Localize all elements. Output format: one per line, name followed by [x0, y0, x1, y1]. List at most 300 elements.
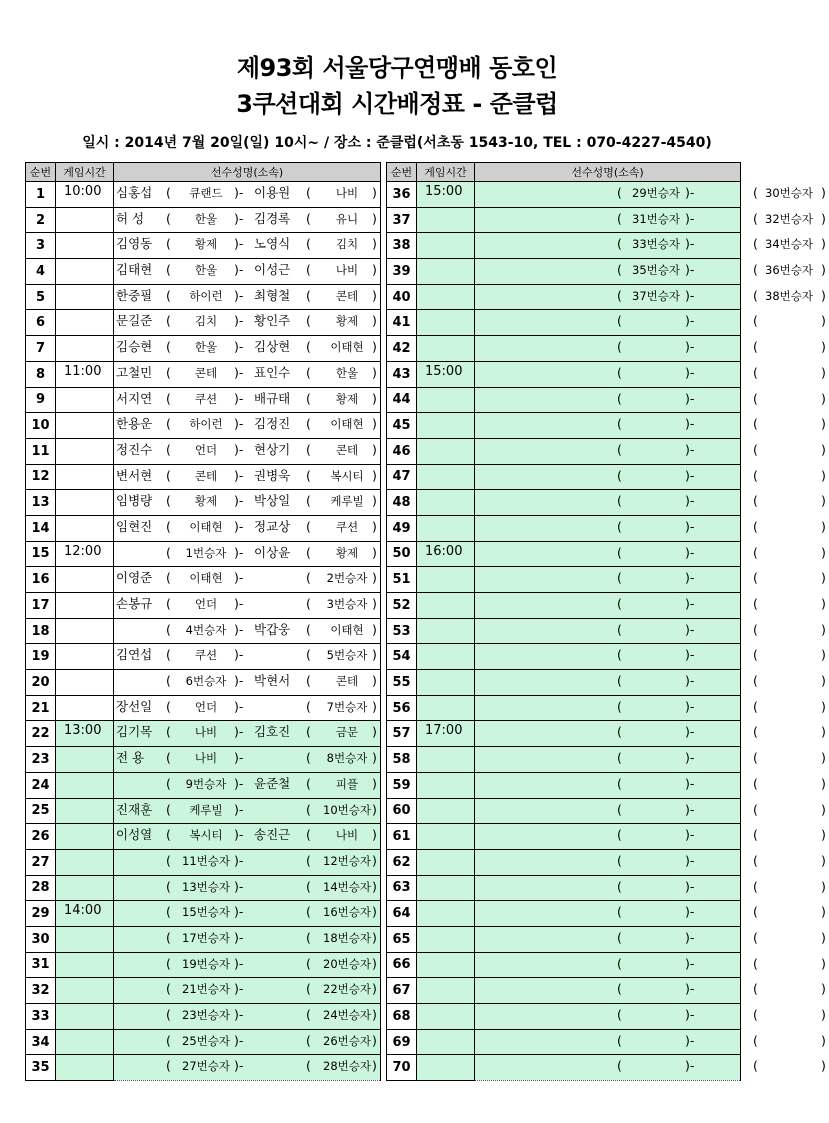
- paren-open: (: [617, 1032, 622, 1048]
- table-row: [26, 182, 381, 208]
- paren-open: (: [753, 416, 758, 432]
- player2-name: 최형철: [254, 287, 291, 303]
- player1-name: [116, 542, 168, 567]
- header-time: 게임시간: [56, 163, 114, 182]
- separator: )-: [685, 801, 695, 817]
- match-players: [114, 233, 381, 259]
- player1-name: 김영동: [116, 236, 153, 252]
- player1-name: [116, 876, 168, 901]
- player1-club: 하이런: [189, 288, 223, 303]
- player2-club: 황제: [335, 314, 359, 329]
- table-row: [387, 413, 741, 439]
- player2-name: 정교상: [254, 518, 291, 534]
- player1-name: 진재훈: [116, 801, 153, 817]
- paren-open: (: [306, 955, 311, 971]
- player1-club: [625, 901, 687, 926]
- game-time: [56, 259, 114, 285]
- player1-club: [625, 388, 687, 413]
- player2-club: 8번승자: [326, 751, 368, 766]
- player1-name: 임현진: [116, 518, 153, 534]
- separator: )-: [685, 929, 695, 945]
- row-number: 11: [26, 438, 56, 464]
- separator: )-: [234, 313, 244, 329]
- table-row: [26, 310, 381, 336]
- paren-open: (: [306, 390, 311, 406]
- table-row: [26, 541, 381, 567]
- player2-club: [759, 336, 819, 361]
- player1-name: 한용운: [116, 416, 153, 432]
- separator: )-: [685, 775, 695, 791]
- paren-open: (: [617, 827, 622, 843]
- paren-open: (: [617, 1058, 622, 1074]
- row-number: 44: [387, 387, 417, 413]
- separator: )-: [234, 544, 244, 560]
- player2-name: 박상일: [254, 493, 291, 509]
- paren-close: ): [372, 750, 377, 766]
- paren-open: (: [753, 544, 758, 560]
- match-players: [114, 284, 381, 310]
- paren-open: (: [306, 339, 311, 355]
- row-number: 28: [26, 875, 56, 901]
- paren-open: (: [617, 262, 622, 278]
- player1-club: 한울: [194, 211, 218, 226]
- table-row: [26, 721, 381, 747]
- paren-open: (: [166, 852, 171, 868]
- table-row: [387, 952, 741, 978]
- separator: )-: [234, 493, 244, 509]
- player2-club: [759, 927, 819, 952]
- player2-name: 권병욱: [254, 467, 291, 483]
- match-players: [475, 233, 826, 259]
- row-number: 67: [387, 978, 417, 1004]
- paren-open: (: [306, 1032, 311, 1048]
- game-time: [56, 952, 114, 978]
- player2-club: [759, 310, 819, 335]
- paren-open: (: [166, 1032, 171, 1048]
- separator: )-: [234, 981, 244, 997]
- player2-name: [254, 644, 306, 669]
- paren-open: (: [166, 750, 171, 766]
- match-players: [114, 310, 381, 336]
- player1-club: [625, 593, 687, 618]
- table-row: [26, 772, 381, 798]
- separator: )-: [234, 647, 244, 663]
- table-row: [26, 567, 381, 593]
- match-players: [475, 824, 826, 850]
- paren-close: ): [821, 698, 826, 714]
- separator: )-: [685, 364, 695, 380]
- player2-club: 3번승자: [326, 597, 368, 611]
- player1-club: [625, 336, 687, 361]
- table-row: [387, 361, 741, 387]
- player1-club: [625, 876, 687, 901]
- game-time: [417, 438, 475, 464]
- paren-close: ): [372, 236, 377, 252]
- match-players: [114, 824, 381, 850]
- table-row: [387, 1004, 741, 1030]
- match-players: [475, 284, 826, 310]
- table-row: [387, 438, 741, 464]
- row-number: 42: [387, 336, 417, 362]
- game-time: [417, 670, 475, 696]
- paren-open: (: [753, 313, 758, 329]
- paren-open: (: [306, 596, 311, 611]
- row-number: 25: [26, 798, 56, 824]
- game-time: [56, 1004, 114, 1030]
- player2-club: [759, 721, 819, 746]
- match-players: [114, 515, 381, 541]
- player1-club: 15번승자: [182, 905, 230, 920]
- separator: )-: [685, 904, 695, 920]
- player2-name: [254, 799, 306, 824]
- paren-close: ): [372, 852, 377, 868]
- player2-club: 34번승자: [765, 237, 813, 252]
- paren-close: ): [372, 210, 377, 226]
- player1-club: [625, 567, 687, 592]
- paren-open: (: [753, 390, 758, 406]
- player1-name: 고철민: [116, 364, 153, 380]
- game-time: [417, 207, 475, 233]
- table-row: [26, 670, 381, 696]
- player2-name: [254, 747, 306, 772]
- match-players: [475, 413, 826, 439]
- paren-close: ): [821, 1058, 826, 1074]
- game-time: [417, 618, 475, 644]
- player1-club: [625, 362, 687, 387]
- row-number: 55: [387, 670, 417, 696]
- paren-close: ): [372, 364, 377, 380]
- player2-club: [759, 747, 819, 772]
- paren-open: (: [306, 236, 311, 252]
- paren-open: (: [166, 262, 171, 278]
- paren-close: ): [821, 287, 826, 303]
- paren-open: (: [166, 724, 171, 740]
- player1-club: [625, 619, 687, 644]
- table-row: [387, 284, 741, 310]
- player2-club: [759, 542, 819, 567]
- paren-open: (: [306, 313, 311, 329]
- match-players: [114, 721, 381, 747]
- paren-open: (: [753, 698, 758, 714]
- game-time: 14:00: [56, 901, 114, 927]
- paren-close: ): [821, 339, 826, 355]
- match-players: [475, 952, 826, 978]
- match-players: [114, 259, 381, 285]
- separator: )-: [685, 441, 695, 457]
- table-row: [387, 978, 741, 1004]
- player2-name: [254, 567, 306, 592]
- row-number: 50: [387, 541, 417, 567]
- paren-close: ): [821, 364, 826, 380]
- header-players: 선수성명(소속): [475, 163, 741, 182]
- paren-close: ): [372, 621, 377, 637]
- row-number: 56: [387, 695, 417, 721]
- paren-close: ): [821, 236, 826, 252]
- game-time: [417, 772, 475, 798]
- match-players: [114, 1055, 381, 1081]
- separator: )-: [685, 1007, 695, 1022]
- paren-open: (: [617, 878, 622, 894]
- paren-open: (: [753, 185, 758, 200]
- table-row: [26, 926, 381, 952]
- game-time: [56, 644, 114, 670]
- separator: )-: [234, 878, 244, 894]
- player2-club: 38번승자: [765, 288, 813, 303]
- row-number: 32: [26, 978, 56, 1004]
- game-time: [417, 978, 475, 1004]
- player1-name: 변서현: [116, 467, 153, 483]
- match-players: [475, 1004, 826, 1030]
- table-row: [387, 207, 741, 233]
- paren-open: (: [753, 262, 758, 278]
- player1-club: [625, 953, 687, 978]
- paren-open: (: [166, 544, 171, 560]
- player1-club: [625, 670, 687, 695]
- paren-open: (: [617, 544, 622, 560]
- paren-open: (: [617, 185, 622, 200]
- paren-close: ): [821, 596, 826, 611]
- paren-open: (: [617, 621, 622, 637]
- table-row: [387, 1029, 741, 1055]
- match-players: [475, 1055, 826, 1081]
- separator: )-: [234, 827, 244, 843]
- table-row: [26, 1055, 381, 1081]
- player1-club: [625, 644, 687, 669]
- paren-open: (: [166, 929, 171, 945]
- player2-club: [759, 850, 819, 875]
- paren-close: ): [821, 621, 826, 637]
- paren-open: (: [617, 236, 622, 252]
- separator: )-: [234, 467, 244, 483]
- paren-close: ): [372, 544, 377, 560]
- player2-club: 7번승자: [326, 699, 368, 714]
- match-players: [114, 1004, 381, 1030]
- paren-close: ): [821, 1007, 826, 1022]
- table-row: [26, 952, 381, 978]
- separator: )-: [234, 750, 244, 766]
- paren-close: ): [372, 724, 377, 740]
- paren-close: ): [372, 493, 377, 509]
- player2-club: [759, 644, 819, 669]
- separator: )-: [234, 262, 244, 278]
- player1-name: 김연섭: [116, 647, 153, 663]
- separator: )-: [234, 1058, 244, 1074]
- row-number: 70: [387, 1055, 417, 1081]
- separator: )-: [685, 955, 695, 971]
- player2-name: [254, 927, 306, 952]
- player2-club: 20번승자: [323, 956, 371, 971]
- table-row: [26, 618, 381, 644]
- paren-open: (: [166, 467, 171, 483]
- game-time: [417, 336, 475, 362]
- row-number: 39: [387, 259, 417, 285]
- row-number: 59: [387, 772, 417, 798]
- match-players: [475, 361, 826, 387]
- player2-club: 36번승자: [765, 263, 813, 278]
- game-time: [56, 772, 114, 798]
- paren-open: (: [617, 775, 622, 791]
- row-number: 62: [387, 849, 417, 875]
- match-players: [114, 567, 381, 593]
- separator: )-: [234, 724, 244, 740]
- game-time: [56, 413, 114, 439]
- paren-close: ): [372, 981, 377, 997]
- game-time: [417, 798, 475, 824]
- player2-name: 박갑웅: [254, 621, 291, 637]
- player2-name: [254, 978, 306, 1003]
- paren-open: (: [753, 570, 758, 586]
- match-players: [475, 1029, 826, 1055]
- game-time: [56, 310, 114, 336]
- table-row: [26, 361, 381, 387]
- match-players: [475, 182, 826, 208]
- paren-open: (: [306, 262, 311, 278]
- game-time: [417, 849, 475, 875]
- paren-open: (: [306, 878, 311, 894]
- game-time: [417, 901, 475, 927]
- player1-club: [625, 721, 687, 746]
- row-number: 68: [387, 1004, 417, 1030]
- paren-open: (: [166, 698, 171, 714]
- paren-open: (: [306, 750, 311, 766]
- row-number: 61: [387, 824, 417, 850]
- row-number: 5: [26, 284, 56, 310]
- table-row: [26, 1029, 381, 1055]
- paren-close: ): [821, 929, 826, 945]
- separator: )-: [234, 518, 244, 534]
- paren-open: (: [753, 775, 758, 791]
- table-row: [26, 747, 381, 773]
- separator: )-: [685, 750, 695, 766]
- paren-open: (: [617, 852, 622, 868]
- row-number: 63: [387, 875, 417, 901]
- match-players: [114, 1029, 381, 1055]
- player2-club: 이태현: [330, 417, 364, 432]
- paren-open: (: [306, 981, 311, 997]
- paren-open: (: [753, 467, 758, 483]
- match-players: [114, 593, 381, 619]
- separator: )-: [685, 493, 695, 509]
- table-row: [387, 490, 741, 516]
- game-time: 15:00: [417, 182, 475, 208]
- player1-club: 33번승자: [632, 237, 680, 252]
- paren-open: (: [617, 596, 622, 611]
- player2-club: [759, 1004, 819, 1029]
- paren-open: (: [306, 416, 311, 432]
- player1-name: 허 성: [116, 210, 145, 226]
- player1-club: [625, 696, 687, 721]
- player2-club: 김치: [335, 237, 359, 252]
- paren-open: (: [306, 185, 311, 200]
- table-row: [387, 644, 741, 670]
- player2-name: 김상현: [254, 339, 291, 355]
- table-row: [387, 618, 741, 644]
- row-number: 46: [387, 438, 417, 464]
- paren-open: (: [166, 1007, 171, 1022]
- paren-open: (: [166, 596, 171, 611]
- player1-club: 언더: [194, 442, 218, 457]
- player2-club: 케루빌: [330, 494, 364, 509]
- page-title-line1: 제93회 서울당구연맹배 동호인: [236, 54, 558, 82]
- game-time: 17:00: [417, 721, 475, 747]
- paren-open: (: [617, 467, 622, 483]
- game-time: [56, 798, 114, 824]
- paren-open: (: [166, 364, 171, 380]
- row-number: 4: [26, 259, 56, 285]
- row-number: 40: [387, 284, 417, 310]
- player2-name: 이성근: [254, 262, 291, 278]
- separator: )-: [685, 647, 695, 663]
- table-row: [387, 1055, 741, 1081]
- player2-club: [759, 1055, 819, 1080]
- paren-open: (: [306, 929, 311, 945]
- match-players: [114, 875, 381, 901]
- player2-club: [759, 567, 819, 592]
- separator: )-: [234, 339, 244, 355]
- table-row: [26, 978, 381, 1004]
- player2-club: 나비: [335, 263, 359, 278]
- separator: )-: [234, 364, 244, 380]
- player2-name: [254, 1030, 306, 1055]
- player1-name: 손봉규: [116, 596, 153, 611]
- table-row: [26, 901, 381, 927]
- match-players: [475, 438, 826, 464]
- match-players: [114, 387, 381, 413]
- paren-open: (: [617, 724, 622, 740]
- match-players: [475, 259, 826, 285]
- separator: )-: [234, 596, 244, 611]
- paren-close: ): [821, 827, 826, 843]
- paren-open: (: [753, 518, 758, 534]
- match-players: [475, 695, 826, 721]
- separator: )-: [234, 287, 244, 303]
- paren-open: (: [166, 236, 171, 252]
- match-players: [475, 515, 826, 541]
- player2-club: 5번승자: [326, 648, 368, 663]
- player1-club: 언더: [194, 597, 218, 611]
- player2-club: 이태현: [330, 340, 364, 355]
- row-number: 23: [26, 747, 56, 773]
- table-row: [26, 438, 381, 464]
- game-time: 13:00: [56, 721, 114, 747]
- game-time: [56, 233, 114, 259]
- paren-open: (: [753, 724, 758, 740]
- paren-close: ): [821, 1032, 826, 1048]
- game-time: [417, 233, 475, 259]
- player1-club: 25번승자: [182, 1033, 230, 1048]
- match-players: [114, 541, 381, 567]
- game-time: [56, 284, 114, 310]
- paren-close: ): [372, 390, 377, 406]
- player1-name: [116, 850, 168, 875]
- paren-close: ): [821, 570, 826, 586]
- separator: )-: [685, 262, 695, 278]
- row-number: 37: [387, 207, 417, 233]
- player1-name: 전 용: [116, 750, 145, 766]
- game-time: [56, 618, 114, 644]
- player2-club: [759, 799, 819, 824]
- paren-open: (: [617, 673, 622, 689]
- player1-name: 임병량: [116, 493, 153, 509]
- paren-close: ): [372, 287, 377, 303]
- paren-close: ): [372, 416, 377, 432]
- row-number: 41: [387, 310, 417, 336]
- paren-close: ): [821, 904, 826, 920]
- paren-close: ): [821, 262, 826, 278]
- player2-name: 표인수: [254, 364, 291, 380]
- player2-club: 금문: [335, 725, 359, 740]
- paren-close: ): [372, 1058, 377, 1074]
